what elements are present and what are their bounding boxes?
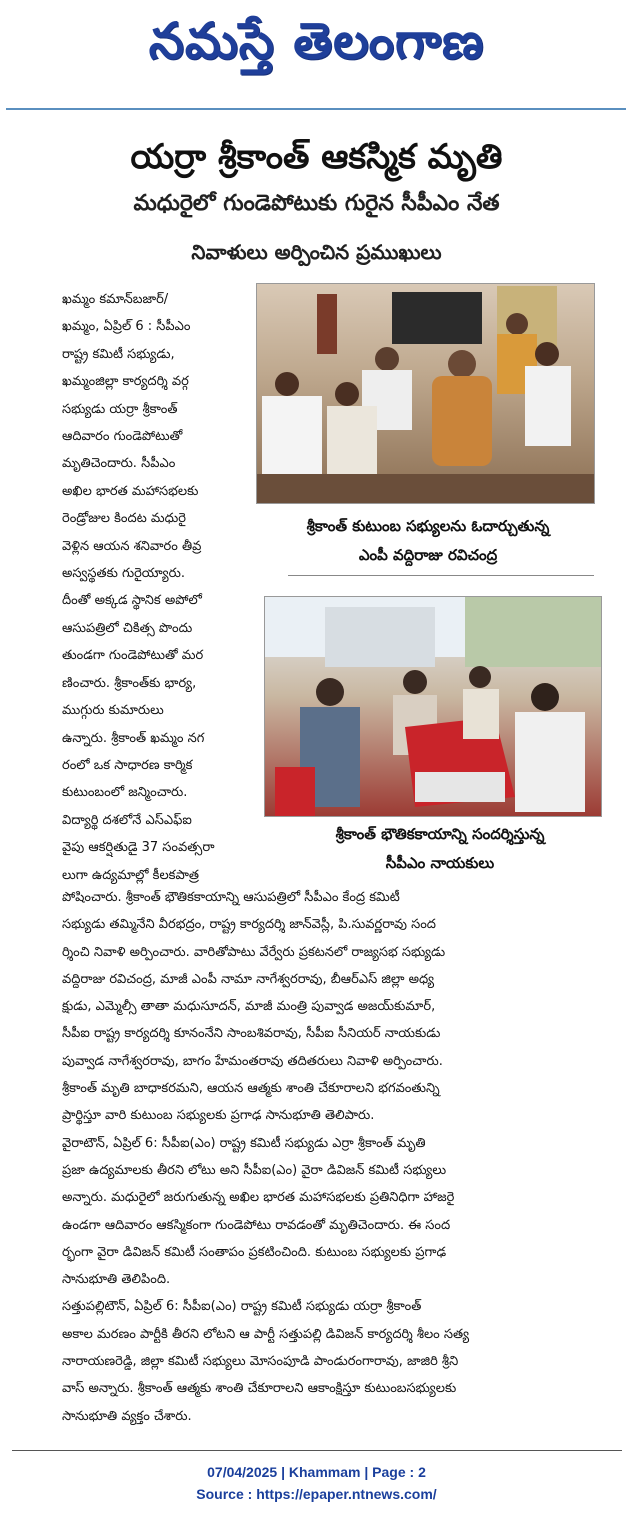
text-line: తుండగా గుండెపోటుతో మర xyxy=(62,648,204,664)
text-line: రాష్ట్ర కమిటీ సభ్యుడు, xyxy=(62,346,175,362)
text-line: ముగ్గురు కుమారులు xyxy=(62,703,164,719)
text-line: అన్నారు. మధురైలో జరుగుతున్న అఖిల భారత మహాసభలకు ప్రతినిధిగా హాజరై xyxy=(62,1190,455,1206)
text-line: ర్శించి నివాళి అర్పించారు. వారితోపాటు వేర్వేరు ప్రకటనలో రాజ్యసభ సభ్యుడు xyxy=(62,944,446,960)
text-line: మృతిచెందారు. సీపీఎం xyxy=(62,456,176,472)
text-line: ణించారు. శ్రీకాంత్‌కు భార్య, xyxy=(62,675,197,691)
footer-rule xyxy=(12,1450,622,1451)
photo-leaders-tribute-illustration xyxy=(265,597,601,816)
text-line: అఖిల భారత మహాసభలకు xyxy=(62,483,199,499)
subheadline: మధురైలో గుండెపోటుకు గురైన సీపీఎం నేత xyxy=(133,191,500,216)
text-line: నారాయణరెడ్డి, జిల్లా కమిటీ సభ్యులు మోసంపూడి పాండురంగారావు, జాజిరి శ్రీని xyxy=(62,1354,459,1370)
text-line: రెండ్రోజుల కిందట మధురై xyxy=(62,511,187,527)
left-column-text xyxy=(62,286,258,889)
text-line: వెళ్లిన ఆయన శనివారం తీవ్ర xyxy=(62,538,202,554)
caption-divider xyxy=(288,575,594,576)
photo1-caption xyxy=(258,512,598,570)
footer-date-edition: 07/04/2025 | Khammam | Page : 2 xyxy=(207,1464,426,1480)
deck: నివాళులు అర్పించిన ప్రముఖులు xyxy=(191,240,442,264)
body-text xyxy=(62,884,610,1430)
text-line: సత్తుపల్లిటౌన్, ఏప్రిల్ 6: సీపీఐ(ఎం) రాష్ట్ర కమిటీ సభ్యుడు యర్రా శ్రీకాంత్ xyxy=(62,1299,422,1315)
text-line: వద్దిరాజు రవిచంద్ర, మాజీ ఎంపీ నామా నాగేశ్వరరావు, బీఆర్ఎస్ జిల్లా అధ్య xyxy=(62,971,435,987)
text-line: శ్రీకాంత్ మృతి బాధాకరమని, ఆయన ఆత్మకు శాంతి చేకూరాలని భగవంతున్ని xyxy=(62,1081,440,1097)
text-line: రంలో ఒక సాధారణ కార్మిక xyxy=(62,757,193,773)
text-line: ఆదివారం గుండెపోటుతో xyxy=(62,429,183,445)
text-line: సానుభూతి వ్యక్తం చేశారు. xyxy=(62,1408,192,1424)
text-line: క్షుడు, ఎమ్మెల్సీ తాతా మధుసూదన్, మాజీ మంత్రి పువ్వాడ అజయ్‌కుమార్, xyxy=(62,999,436,1015)
photo-family-consoling xyxy=(256,283,595,504)
text-line: ఉండగా ఆదివారం ఆకస్మికంగా గుండెపోటు రావడంతో మృతిచెందారు. ఈ సంద xyxy=(62,1217,451,1233)
caption-line: శ్రీకాంత్ భౌతికకాయాన్ని సందర్శిస్తున్న xyxy=(335,825,545,843)
text-line: ర్భంగా వైరా డివిజన్ కమిటీ సంతాపం ప్రకటించింది. కుటుంబ సభ్యులకు ప్రగాఢ xyxy=(62,1244,447,1260)
text-line: ఆసుపత్రిలో చికిత్స పొందు xyxy=(62,620,193,636)
text-line: ప్రజా ఉద్యమాలకు తీరని లోటు అని సీపీఐ(ఎం) వైరా డివిజన్ కమిటీ సభ్యులు xyxy=(62,1162,447,1178)
text-line: వైపు ఆకర్షితుడై 37 సంవత్సరా xyxy=(62,840,215,856)
text-line: కుటుంబంలో జన్మించారు. xyxy=(62,785,188,801)
text-line: వాస్ అన్నారు. శ్రీకాంత్ ఆత్మకు శాంతి చేకూరాలని ఆకాంక్షిస్తూ కుటుంబసభ్యులకు xyxy=(62,1381,457,1397)
text-line: సభ్యుడు తమ్మినేని వీరభద్రం, రాష్ట్ర కార్యదర్శి జాన్‌వెస్లీ, పి.సువర్ణరావు సంద xyxy=(62,917,436,933)
text-line: ప్రార్థిస్తూ వారి కుటుంబ సభ్యులకు ప్రగాఢ సానుభూతి తెలిపారు. xyxy=(62,1108,375,1124)
photo2-caption xyxy=(280,820,600,878)
text-line: సభ్యుడు యర్రా శ్రీకాంత్ xyxy=(62,401,178,417)
text-line: వైరాటౌన్, ఏప్రిల్ 6: సీపీఐ(ఎం) రాష్ట్ర కమిటీ సభ్యుడు ఎర్రా శ్రీకాంత్ మృతి xyxy=(62,1135,426,1151)
text-line: లుగా ఉద్యమాల్లో కీలకపాత్ర xyxy=(62,867,199,883)
text-line: అస్వస్థతకు గురైయ్యారు. xyxy=(62,566,185,582)
text-line: ఖమ్మం కమాన్‌బజార్/ xyxy=(62,292,169,307)
photo-family-consoling-illustration xyxy=(257,284,594,503)
text-line: ఉన్నారు. శ్రీకాంత్ ఖమ్మం నగ xyxy=(62,730,205,746)
top-rule xyxy=(6,108,626,110)
text-line: విద్యార్థి దశలోనే ఎస్ఎఫ్ఐ xyxy=(62,812,192,828)
text-line: సీపీఐ రాష్ట్ర కార్యదర్శి కూనంనేని సాంబశివరావు, సీపీఐ సీనియర్ నాయకుడు xyxy=(62,1026,441,1042)
text-line: పువ్వాడ నాగేశ్వరరావు, బాగం హేమంతరావు తదితరులు నివాళి అర్పించారు. xyxy=(62,1053,443,1069)
headline: యర్రా శ్రీకాంత్ ఆకస్మిక మృతి xyxy=(130,137,503,177)
photo-leaders-tribute xyxy=(264,596,602,817)
text-line: ఖమ్మం, ఏప్రిల్ 6 : సీపీఎం xyxy=(62,319,191,335)
caption-line: ఎంపీ వద్దిరాజు రవిచంద్ర xyxy=(358,546,498,564)
footer-source-link[interactable]: Source : https://epaper.ntnews.com/ xyxy=(196,1486,437,1502)
masthead-logo: నమస్తే తెలంగాణ xyxy=(148,11,485,70)
caption-line: సీపీఎం నాయకులు xyxy=(385,854,495,872)
text-line: ఖమ్మంజిల్లా కార్యదర్శి వర్గ xyxy=(62,374,189,390)
caption-line: శ్రీకాంత్ కుటుంబ సభ్యులను ఓదార్చుతున్న xyxy=(306,517,550,535)
text-line: సానుభూతి తెలిపింది. xyxy=(62,1272,171,1288)
text-line: పోషించారు. శ్రీకాంత్ భౌతికకాయాన్ని ఆసుపత్రిలో సీపీఎం కేంద్ర కమిటీ xyxy=(62,890,400,905)
text-line: అకాల మరణం పార్టీకి తీరని లోటని ఆ పార్టీ సత్తుపల్లి డివిజన్ కార్యదర్శి శీలం సత్య xyxy=(62,1326,470,1342)
text-line: దీంతో అక్కడ స్థానిక అపోలో xyxy=(62,593,202,609)
